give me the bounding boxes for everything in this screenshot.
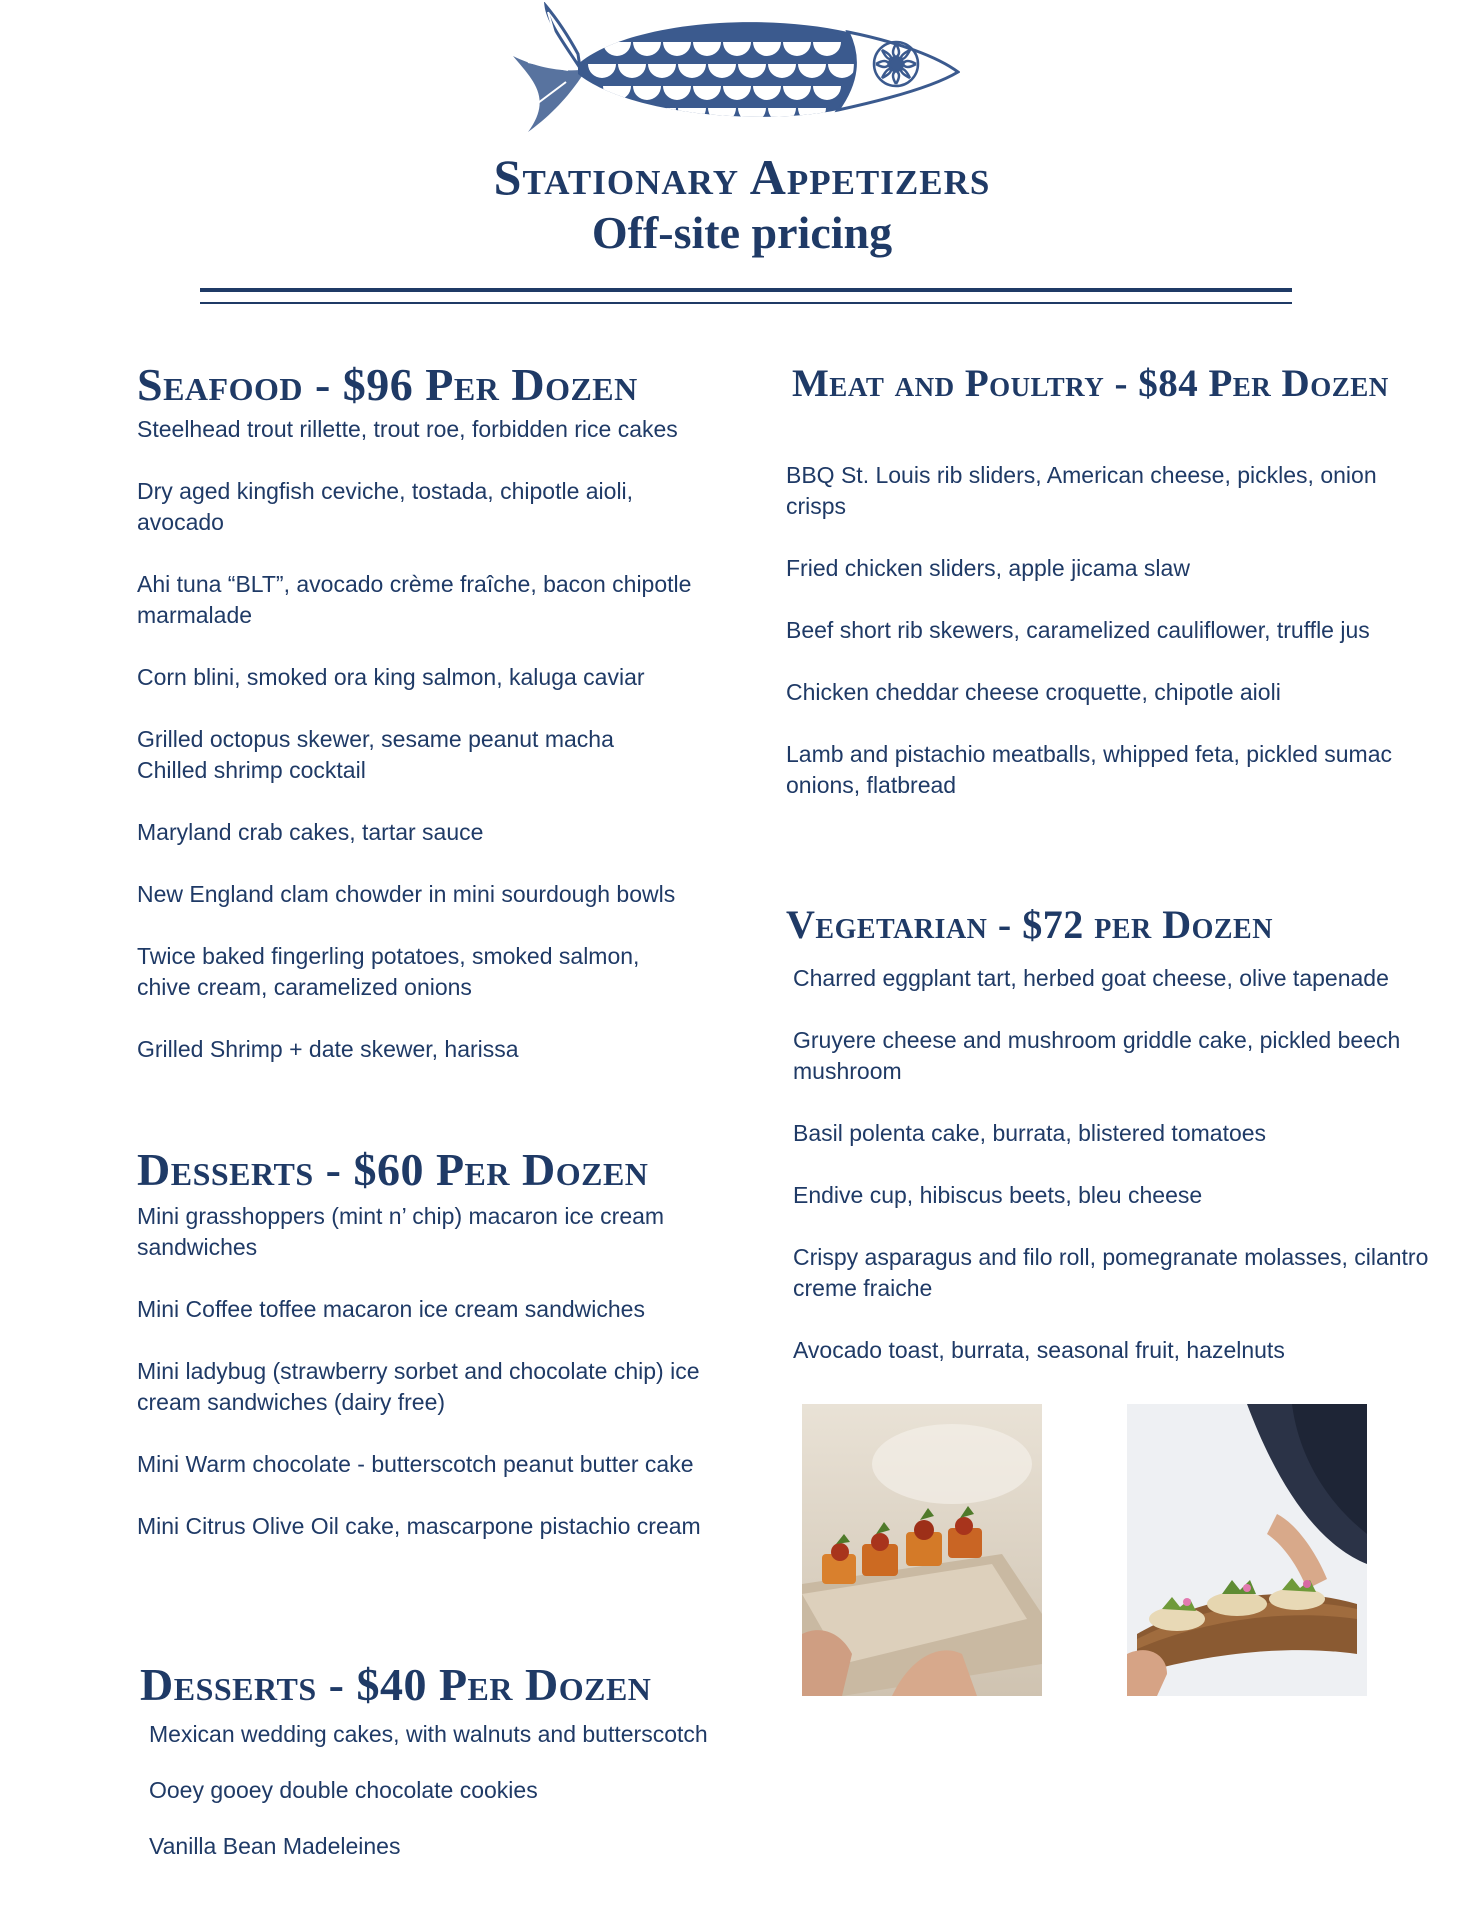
list-item: Dry aged kingfish ceviche, tostada, chipotle aioli, avocado <box>137 478 634 535</box>
vegetarian-heading: Vegetarian - $72 per Dozen <box>786 902 1273 947</box>
list-item: Mini grasshoppers (mint n’ chip) macaron ice cream sandwiches <box>137 1203 665 1260</box>
list-item: Maryland crab cakes, tartar sauce <box>137 819 484 845</box>
list-item: Chicken cheddar cheese croquette, chipotle aioli <box>786 679 1281 705</box>
list-item: Avocado toast, burrata, seasonal fruit, hazelnuts <box>793 1337 1285 1363</box>
desserts-40-heading: Desserts - $40 Per Dozen <box>140 1659 652 1710</box>
desserts-40-section <box>140 1654 720 1888</box>
list-item: New England clam chowder in mini sourdough bowls <box>137 881 676 907</box>
seafood-section <box>137 356 697 1096</box>
list-item: Corn blini, smoked ora king salmon, kaluga caviar <box>137 664 645 690</box>
desserts-60-list <box>137 1201 717 1542</box>
appetizer-photo-1 <box>802 1404 1042 1696</box>
list-item: Endive cup, hibiscus beets, bleu cheese <box>793 1182 1203 1208</box>
list-item: Fried chicken sliders, apple jicama slaw <box>786 555 1190 581</box>
list-item: Beef short rib skewers, caramelized cauliflower, truffle jus <box>786 617 1370 643</box>
list-item: Mexican wedding cakes, with walnuts and butterscotch <box>149 1721 708 1747</box>
page-subtitle: Off-site pricing <box>591 207 893 258</box>
list-item: BBQ St. Louis rib sliders, American cheese, pickles, onion crisps <box>786 462 1377 519</box>
meat-list <box>786 460 1426 801</box>
desserts-40-list <box>140 1720 720 1861</box>
list-item: Chilled shrimp cocktail <box>137 757 366 783</box>
list-item: Ahi tuna “BLT”, avocado crème fraîche, bacon chipotle marmalade <box>137 571 692 628</box>
list-item: Gruyere cheese and mushroom griddle cake, pickled beech mushroom <box>793 1027 1401 1084</box>
list-item: Ooey gooey double chocolate cookies <box>149 1777 538 1803</box>
header-divider-thin <box>200 302 1292 304</box>
list-item: Mini Warm chocolate - butterscotch peanut butter cake <box>137 1451 694 1477</box>
list-item: Steelhead trout rillette, trout roe, forbidden rice cakes <box>137 416 678 442</box>
list-item: Mini Citrus Olive Oil cake, mascarpone pistachio cream <box>137 1513 701 1539</box>
header-divider-thick <box>200 288 1292 292</box>
list-item: Twice baked fingerling potatoes, smoked salmon, chive cream, caramelized onions <box>137 943 640 1000</box>
page-title: Stationary Appetizers <box>493 149 991 205</box>
list-item: Grilled Shrimp + date skewer, harissa <box>137 1036 519 1062</box>
vegetarian-section <box>786 897 1466 1397</box>
meat-heading: Meat and Poultry - $84 Per Dozen <box>792 362 1389 405</box>
list-item: Crispy asparagus and filo roll, pomegranate molasses, cilantro creme fraiche <box>793 1244 1429 1301</box>
list-item: Mini ladybug (strawberry sorbet and chocolate chip) ice cream sandwiches (dairy free) <box>137 1358 700 1415</box>
meat-section <box>786 356 1426 832</box>
list-item: Lamb and pistachio meatballs, whipped feta, pickled sumac onions, flatbread <box>786 741 1393 798</box>
list-item: Basil polenta cake, burrata, blistered tomatoes <box>793 1120 1267 1146</box>
seafood-list <box>137 414 697 1065</box>
seafood-heading: Seafood - $96 Per Dozen <box>137 359 638 410</box>
list-item: Grilled octopus skewer, sesame peanut macha <box>137 726 614 752</box>
desserts-60-heading: Desserts - $60 Per Dozen <box>137 1144 649 1195</box>
appetizer-photo-2 <box>1127 1404 1367 1696</box>
fish-logo-icon <box>508 2 960 138</box>
vegetarian-list <box>786 963 1466 1366</box>
list-item: Mini Coffee toffee macaron ice cream sandwiches <box>137 1296 645 1322</box>
desserts-60-section <box>137 1139 717 1573</box>
list-item: Vanilla Bean Madeleines <box>149 1833 401 1859</box>
list-item: Charred eggplant tart, herbed goat cheese, olive tapenade <box>793 965 1389 991</box>
